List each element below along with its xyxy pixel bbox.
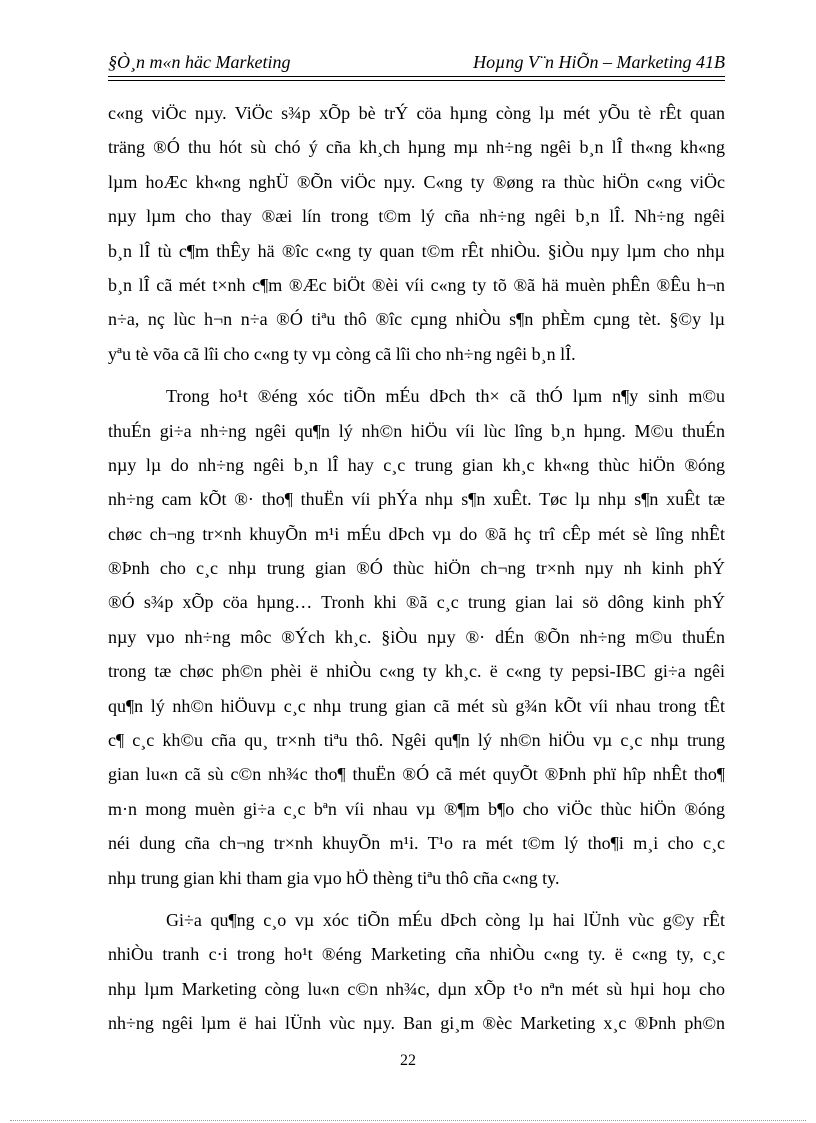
page-header: [108, 50, 725, 78]
text-line: chøc ch¬ng tr×nh khuyÕn m¹i mÉu dÞch vµ do ®ã hç trî cÊp mét sè lîng nhÊt: [108, 523, 725, 544]
text-line: trong tæ chøc ph©n phèi ë nhiÒu c«ng ty kh¸c. ë c«ng ty pepsi-IBC gi÷a ngêi: [108, 661, 725, 682]
header-rule-thin: [108, 80, 725, 81]
text-line: b¸n lÎ cã mét t×nh c¶m ®Æc biÖt ®èi víi c«ng ty tõ ®ã hä muèn phÊn ®Êu h¬n: [108, 274, 725, 295]
text-line: nh÷ng ngêi lµm ë hai lÜnh vùc nµy. Ban gi¸m ®èc Marketing x¸c ®Þnh ph©n: [108, 1013, 725, 1034]
header-course-title: §Ò¸n m«n häc Marketing: [108, 52, 291, 72]
text-line: néi dung cña ch¬ng tr×nh khuyÕn m¹i. T¹o ra mét t©m lý tho¶i m¸i cho c¸c: [108, 833, 725, 854]
footer-rule: [10, 1120, 806, 1121]
text-line: m·n mong muèn gi÷a c¸c bªn víi nhau vµ ®¶m b¶o cho viÖc thùc hiÖn ®óng: [108, 798, 725, 819]
text-line: qu¶n lý nh©n hiÖuvµ c¸c nhµ trung gian cã mét sù g¾n kÕt víi nhau trong tÊt: [108, 695, 725, 716]
text-line: nhµ trung gian khi tham gia vµo hÖ thèng tiªu thô cña c«ng ty.: [108, 867, 560, 888]
page-number: 22: [400, 1052, 416, 1069]
text-line: gian lu«n cã sù c©n nh¾c tho¶ thuËn ®Ó cã mét quyÕt ®Þnh phï hîp nhÊt tho¶: [108, 764, 725, 785]
paragraph: [108, 903, 725, 1041]
header-rule: [108, 76, 725, 77]
text-line: ®Ó s¾p xÕp cöa hµng… Tronh khi ®ã c¸c trung gian lai sö dông kinh phÝ: [108, 592, 725, 613]
text-line: Trong ho¹t ®éng xóc tiÕn mÉu dÞch th× cã thÓ lµm n¶y sinh m©u: [166, 386, 725, 407]
text-line: thuÉn gi÷a nh÷ng ngêi qu¶n lý nh©n hiÖu víi lùc lîng b¸n hµng. M©u thuÉn: [108, 420, 725, 441]
paragraph: [108, 96, 725, 371]
text-line: Gi÷a qu¶ng c¸o vµ xóc tiÕn mÉu dÞch còng lµ hai lÜnh vùc g©y rÊt: [166, 909, 725, 930]
text-line: träng ®Ó thu hót sù chó ý cña kh¸ch hµng mµ nh÷ng ngêi b¸n lÎ th«ng kh«ng: [108, 137, 725, 158]
text-line: nµy lµ do nh÷ng ngêi b¸n lÎ hay c¸c trung gian kh¸c kh«ng thùc hiÖn ®óng: [108, 454, 725, 475]
text-line: ®Þnh cho c¸c nhµ trung gian ®Ó thùc hiÖn ch¬ng tr×nh nµy nh kinh phÝ: [108, 558, 725, 579]
text-line: nhµ lµm Marketing còng lu«n c©n nh¾c, dµn xÕp t¹o nªn mét sù hµi hoµ cho: [108, 978, 725, 999]
text-line: nµy lµm cho thay ®æi lín trong t©m lý cña nh÷ng ngêi b¸n lÎ. Nh÷ng ngêi: [108, 206, 725, 227]
text-line: c¶ c¸c kh©u cña qu¸ tr×nh tiªu thô. Ngêi qu¶n lý nh©n hiÖu vµ c¸c nhµ trung: [108, 730, 725, 751]
text-line: nh÷ng cam kÕt ®· tho¶ thuËn víi phÝa nhµ s¶n xuÊt. Tøc lµ nhµ s¶n xuÊt tæ: [108, 489, 725, 510]
paragraph: [108, 379, 725, 895]
text-line: lµm hoÆc kh«ng nghÜ ®Õn viÖc nµy. C«ng ty ®øng ra thùc hiÖn c«ng viÖc: [108, 171, 725, 192]
header-author: Hoµng V¨n HiÕn – Marketing 41B: [473, 52, 725, 72]
text-line: nhiÒu tranh c·i trong ho¹t ®éng Marketing cña nhiÒu c«ng ty. ë c«ng ty, c¸c: [108, 944, 725, 965]
text-line: c«ng viÖc nµy. ViÖc s¾p xÕp bè trÝ cöa hµng còng lµ mét yÕu tè rÊt quan: [108, 103, 725, 123]
text-line: b¸n lÎ tù c¶m thÊy hä ®îc c«ng ty quan t©m rÊt nhiÒu. §iÒu nµy lµm cho nhµ: [108, 240, 725, 261]
text-line: n÷a, nç lùc h¬n n÷a ®Ó tiªu thô ®îc cµng nhiÒu s¶n phÈm cµng tèt. §©y lµ: [108, 309, 725, 330]
body-text: [108, 96, 725, 1041]
text-line: nµy vµo nh÷ng môc ®Ých kh¸c. §iÒu nµy ®· dÉn ®Õn nh÷ng m©u thuÉn: [108, 626, 725, 647]
text-line: yªu tè võa cã lîi cho c«ng ty vµ còng cã lîi cho nh÷ng ngêi b¸n lÎ.: [108, 343, 576, 364]
